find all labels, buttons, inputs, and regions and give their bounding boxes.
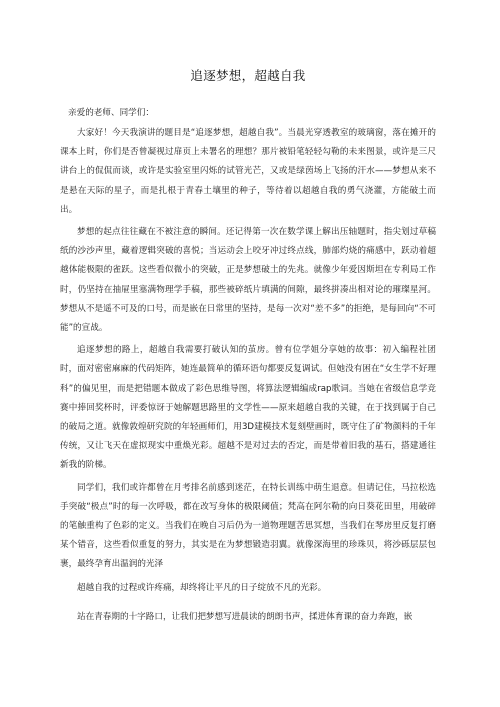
paragraph-4: 同学们，我们或许都曾在月考排名前感到迷茫，在特长训练中萌生退意。但请记住，马拉松选手突破“极点”时的每一次呼吸，都在改写身体的极限阈值；梵高在阿尔勒的向日葵花田里，用破碎的笔触重构了色彩的定义。当我们在晚自习后仍为一道物理题苦思冥想，当我们在琴房里反复打磨某个错音，这些看似重复的努力，其实是在为梦想锻造羽翼。就像深海里的珍珠贝，将沙砾层层包裹，最终孕育出温润的光泽 [60, 482, 436, 570]
paragraph-6: 站在青春期的十字路口，让我们把梦想写进晨读的朗朗书声，揉进体育课的奋力奔跑，嵌 [77, 611, 413, 622]
document-title: 追逐梦想，超越自我 [190, 68, 306, 83]
paragraph-1: 大家好！今天我演讲的题目是“追逐梦想，超越自我”。当晨光穿透教室的玻璃窗，落在摊开的课本上时，你们是否曾凝视过扉页上未署名的理想？那片被铅笔轻轻勾勒的未来图景，或许是三尺讲台上的侃侃而谈，或许是实验室里闪烁的试管光芒，又或是绿茵场上飞扬的汗水——梦想从来不是悬在天际的星子，而是扎根于青春土壤里的种子，等待着以超越自我的勇气浇灌，方能破土而出。 [60, 128, 436, 215]
paragraph-3: 追逐梦想的路上，超越自我需要打破认知的茧房。曾有位学姐分享她的故事：初入编程社团时，面对密密麻麻的代码矩阵，她连最简单的循环语句都要反复调试。但她没有困在“女生学不好理科”的偏见里，而是把错题本做成了彩色思维导图，将算法逻辑编成rap歌词。当她在省级信息学竞赛中捧回奖杯时，评委惊讶于她解题思路里的文学性——原来超越自我的关键，在于找到属于自己的破局之道。就像敦煌研究院的年轻画师们，用3D建模技术复刻壁画时，既守住了矿物颜料的千年传统，又让飞天在虚拟现实中重焕光彩。超越不是对过去的否定，而是带着旧我的基石，搭建通往新我的阶梯。 [60, 345, 436, 471]
salutation: 亲爱的老师、同学们： [68, 108, 154, 118]
paragraph-5: 超越自我的过程或许疼痛，却终将让平凡的日子绽放不凡的光彩。 [77, 582, 327, 593]
paragraph-2: 梦想的起点往往藏在不被注意的瞬间。还记得第一次在数学课上解出压轴题时，指尖划过草稿纸的沙沙声里，藏着逻辑突破的喜悦；当运动会上咬牙冲过终点线，肺部灼烧的痛感中，跃动着超越体能极限的雀跃。这些看似微小的突破，正是梦想破土的先兆。就像少年爱因斯坦在专利局工作时，仍坚持在抽屉里塞满物理学手稿，那些被碎纸片填满的间隙，最终拼凑出相对论的璀璨星河。梦想从不是遥不可及的口号，而是嵌在日常里的坚持，是每一次对“差不多”的拒绝，是每回向“不可能”的宣战。 [60, 227, 436, 334]
